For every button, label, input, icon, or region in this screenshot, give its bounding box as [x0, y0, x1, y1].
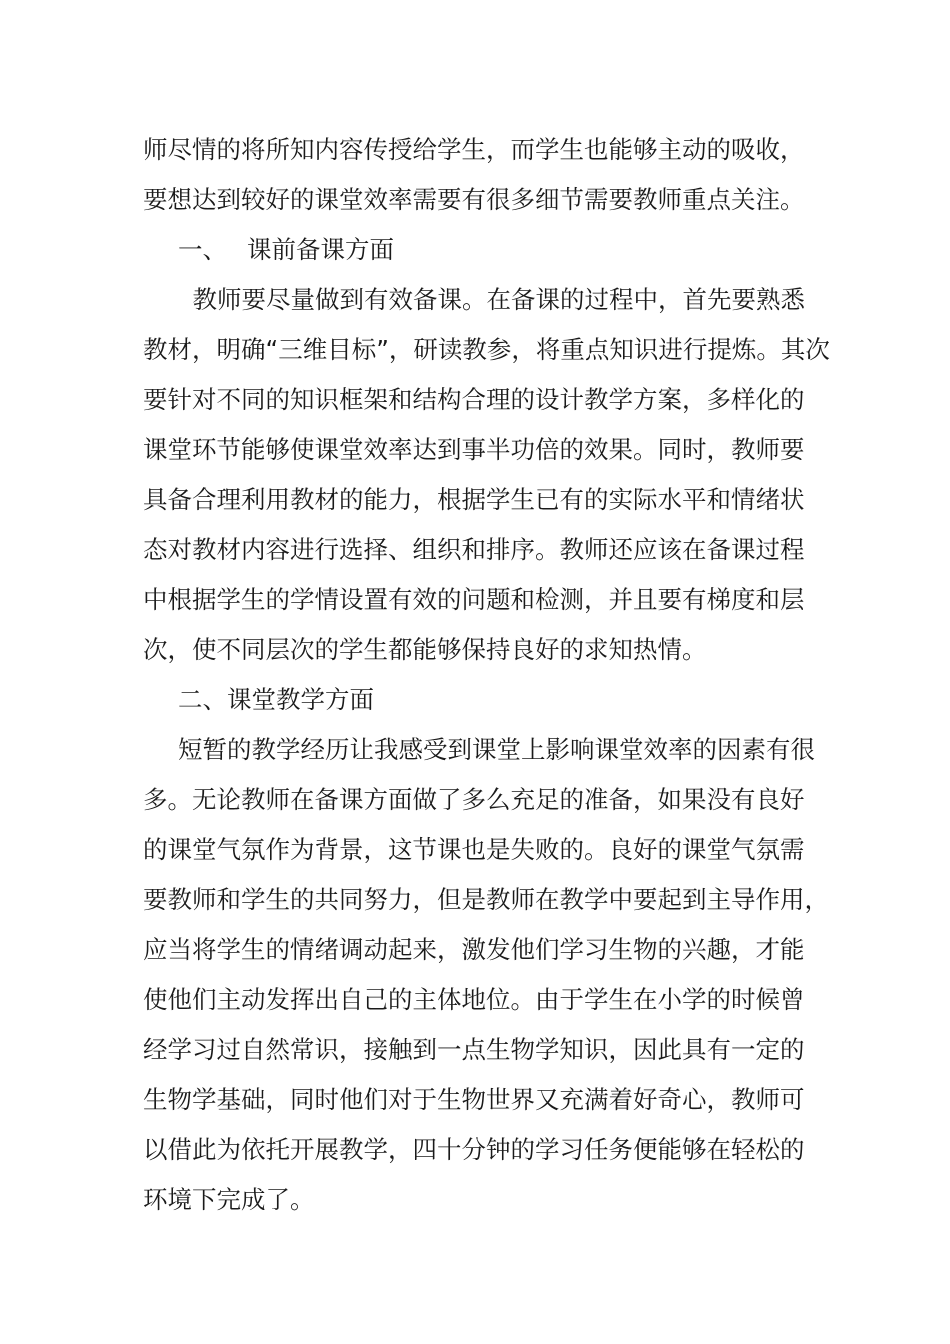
paragraph-first-line: 短暂的教学经历让我感受到课堂上影响课堂效率的因素有很 [178, 735, 815, 764]
text-line: 多。无论教师在备课方面做了多么充足的准备，如果没有良好 [143, 785, 805, 814]
text-line: 教材，明确“三维目标”，研读教参，将重点知识进行提炼。其次 [143, 335, 830, 364]
text-line: 要针对不同的知识框架和结构合理的设计教学方案，多样化的 [143, 385, 805, 414]
text-line: 生物学基础，同时他们对于生物世界又充满着好奇心，教师可 [143, 1085, 805, 1114]
text-line: 具备合理利用教材的能力，根据学生已有的实际水平和情绪状 [143, 485, 805, 514]
text-line: 使他们主动发挥出自己的主体地位。由于学生在小学的时候曾 [143, 985, 805, 1014]
text-line: 要想达到较好的课堂效率需要有很多细节需要教师重点关注。 [143, 185, 805, 214]
text-line: 经学习过自然常识，接触到一点生物学知识，因此具有一定的 [143, 1035, 805, 1064]
paragraph-first-line: 教师要尽量做到有效备课。在备课的过程中，首先要熟悉 [168, 285, 805, 314]
text-line: 环境下完成了。 [143, 1185, 315, 1214]
text-line: 中根据学生的学情设置有效的问题和检测，并且要有梯度和层 [143, 585, 805, 614]
text-line: 次，使不同层次的学生都能够保持良好的求知热情。 [143, 635, 707, 664]
text-line: 师尽情的将所知内容传授给学生，而学生也能够主动的吸收， [143, 135, 805, 164]
section-heading: 一、 课前备课方面 [178, 235, 395, 264]
text-line: 应当将学生的情绪调动起来，激发他们学习生物的兴趣，才能 [143, 935, 805, 964]
text-line: 态对教材内容进行选择、组织和排序。教师还应该在备课过程 [143, 535, 805, 564]
text-line: 课堂环节能够使课堂效率达到事半功倍的效果。同时，教师要 [143, 435, 805, 464]
text-line: 要教师和学生的共同努力，但是教师在教学中要起到主导作用， [143, 885, 829, 914]
section-heading: 二、课堂教学方面 [178, 685, 374, 714]
text-line: 的课堂气氛作为背景，这节课也是失败的。良好的课堂气氛需 [143, 835, 805, 864]
text-line: 以借此为依托开展教学，四十分钟的学习任务便能够在轻松的 [143, 1135, 805, 1164]
